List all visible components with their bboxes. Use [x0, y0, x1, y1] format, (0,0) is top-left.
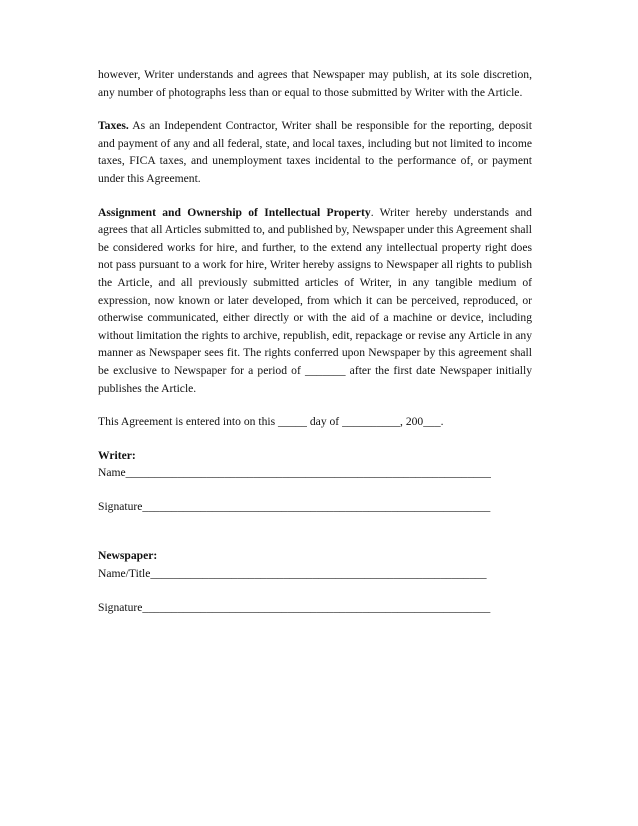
ip-body: . Writer hereby understands and agrees that all Articles submitted to, and published by, Newspaper under this Agreement shall be considered works for hire, and further, to the extend any intellectual property right does not pass pursuant to a work for hire, Writer hereby assigns to Newspaper all rights to publish the Article, and all previously submitted articles of Writer, in any tangible medium of expression, now known or later developed, from which it can be perceived, reproduced, or otherwise communicated, either directly or with the aid of a machine or device, including without limitation the rights to archive, republish, edit, repackage or revise any Article in any manner as Newspaper sees fit. The rights conferred upon Newspaper by this agreement shall be exclusive to Newspaper for a period of _______ after the first date Newspaper initially publishes the Article.	[98, 205, 532, 395]
writer-name-line[interactable]: Name_______________________________________________________________	[98, 466, 491, 480]
writer-signature-line[interactable]: Signature____________________________________________________________	[98, 499, 491, 513]
newspaper-signature-line[interactable]: Signature____________________________________________________________	[98, 600, 491, 614]
newspaper-signature-block	[98, 547, 532, 616]
newspaper-heading: Newspaper:	[98, 549, 158, 563]
ip-heading: Assignment and Ownership of Intellectual Property	[98, 205, 371, 219]
newspaper-name-title-line[interactable]: Name/Title__________________________________________________________	[98, 567, 487, 581]
taxes-paragraph	[98, 117, 532, 187]
document-page	[98, 66, 532, 616]
entered-paragraph: This Agreement is entered into on this _____ day of __________, 200___.	[98, 415, 444, 429]
taxes-heading: Taxes.	[98, 119, 129, 133]
writer-signature-block	[98, 447, 532, 516]
ip-paragraph	[98, 204, 532, 398]
writer-heading: Writer:	[98, 448, 136, 462]
taxes-body: As an Independent Contractor, Writer shall be responsible for the reporting, deposit and payment of any and all federal, state, and local taxes, including but not limited to income taxes, FICA taxes, and unemployment taxes incidental to the performance of, or payment under this Agreement.	[98, 119, 532, 185]
continuation-paragraph: however, Writer understands and agrees that Newspaper may publish, at its sole discretion, any number of photographs less than or equal to those submitted by Writer with the Article.	[98, 68, 532, 99]
